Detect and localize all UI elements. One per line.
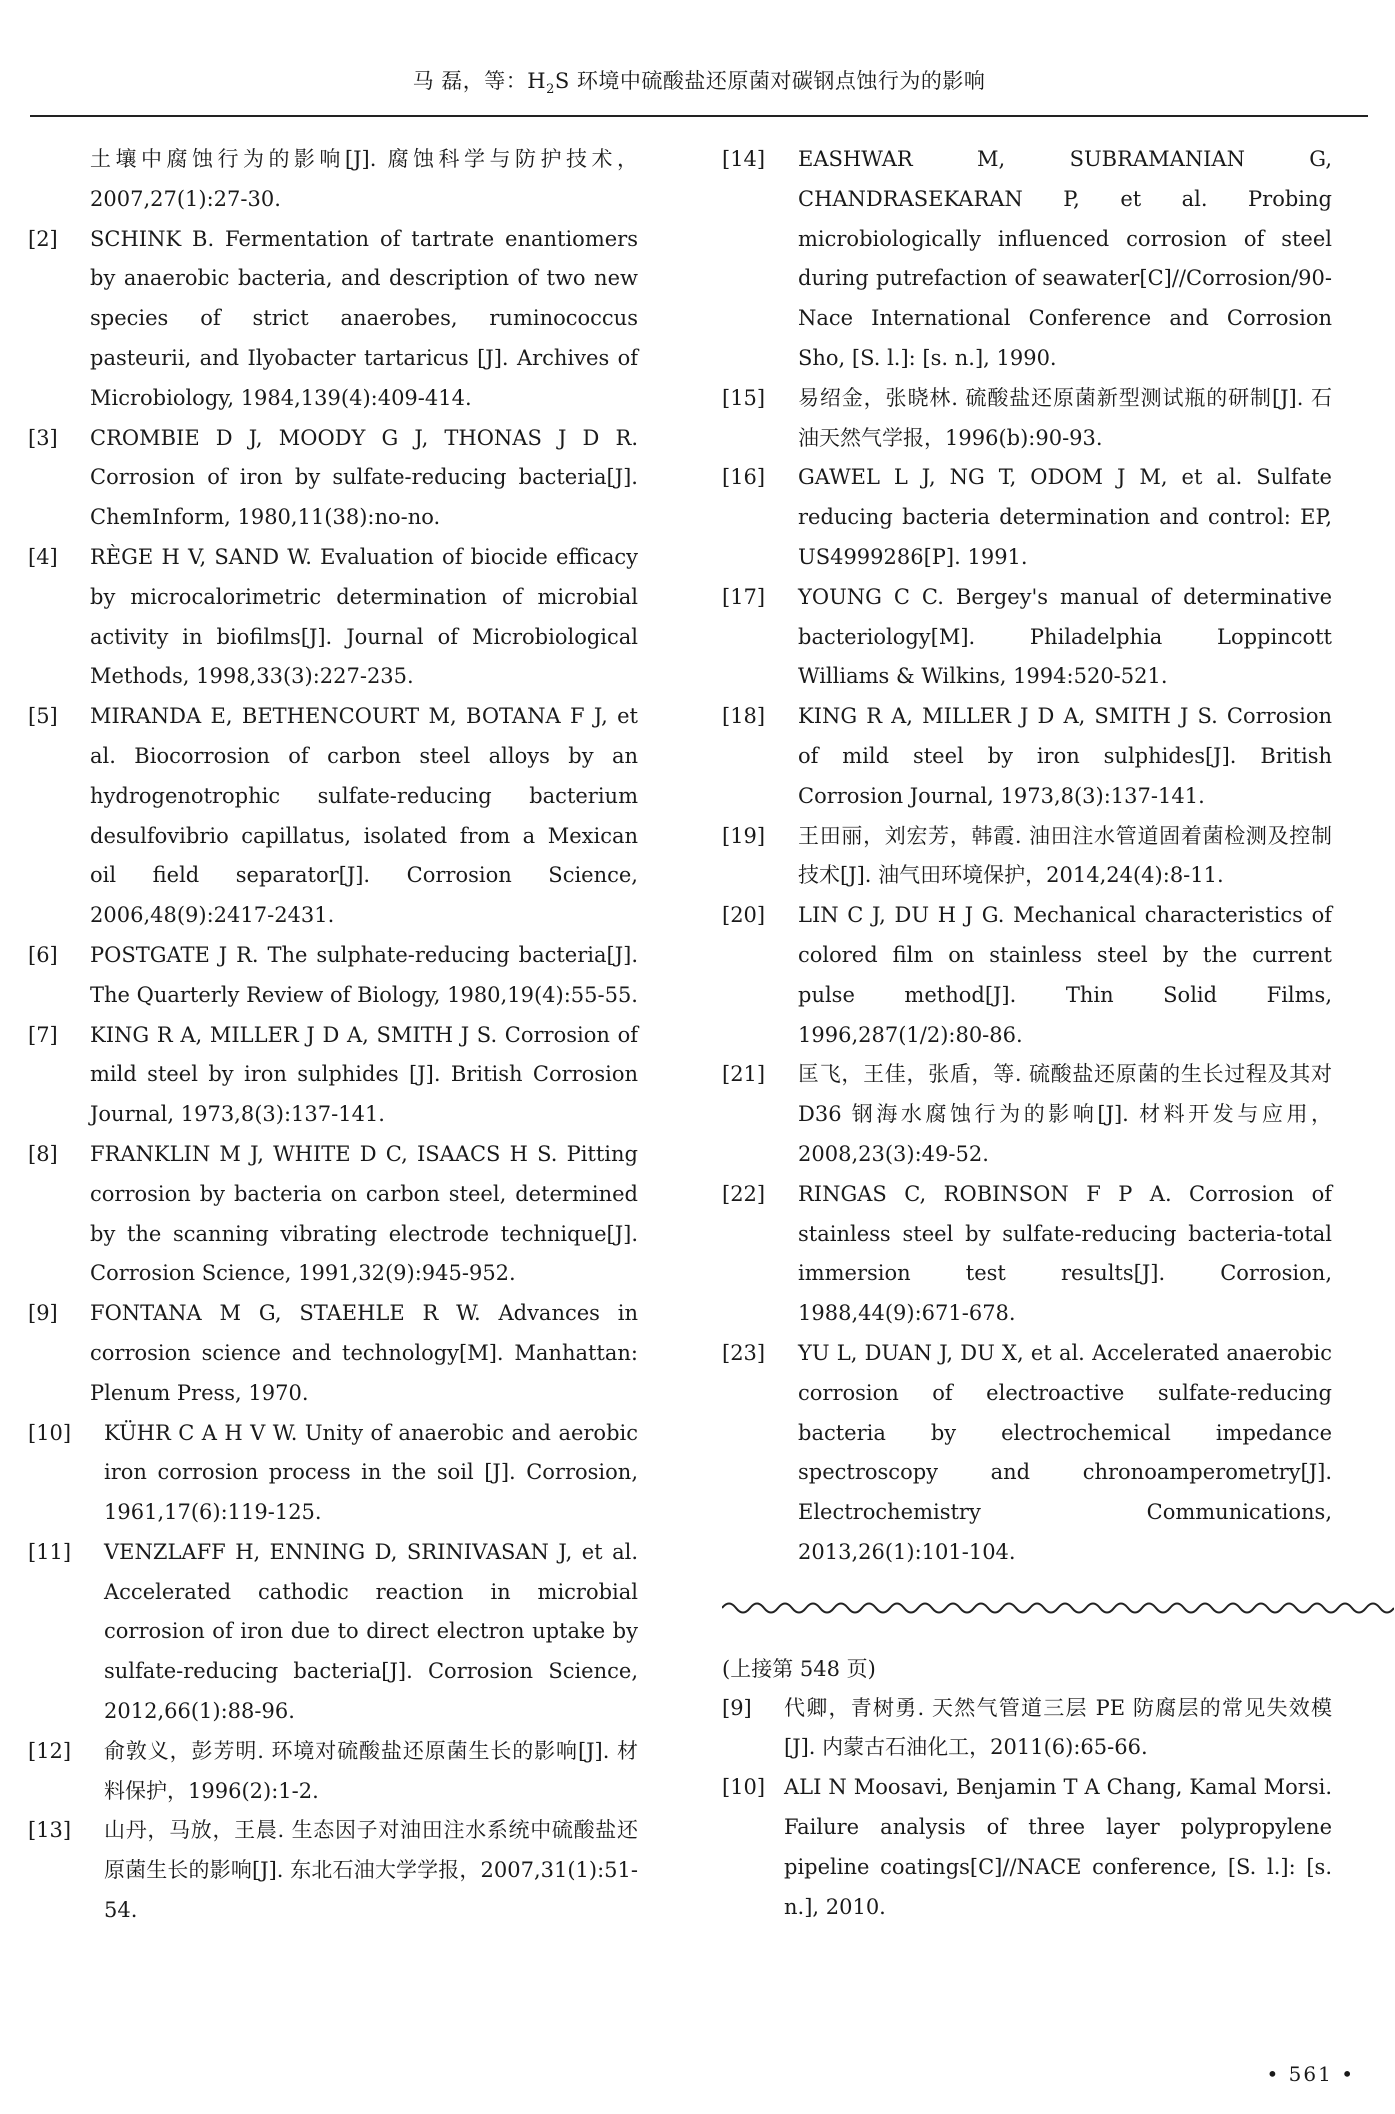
reference-item: [23] YU L, DUAN J, DU X, et al. Accelerated anaerobic corrosion of electroactive sulfate-reducing bacteria by electrochemical impedance spectroscopy and chronoamperometry[J]. Electrochemistry Communications, 2013,26(1):101-104. bbox=[722, 1340, 1332, 1564]
reference-item: [7] KING R A, MILLER J D A, SMITH J S. Corrosion of mild steel by iron sulphides [J]. British Corrosion Journal, 1973,8(3):137-141. bbox=[28, 1022, 638, 1127]
reference-item: [10] KÜHR C A H V W. Unity of anaerobic and aerobic iron corrosion process in the soil [J]. Corrosion, 1961,17(6):119-125. bbox=[28, 1420, 638, 1525]
reference-item: [6] POSTGATE J R. The sulphate-reducing bacteria[J]. The Quarterly Review of Biology, 1980,19(4):55-55. bbox=[28, 942, 638, 1007]
page-number: • 561 • bbox=[1266, 2062, 1355, 2086]
wavy-divider bbox=[722, 1597, 1394, 1619]
reference-item: [19] 王田丽，刘宏芳，韩霞. 油田注水管道固着菌检测及控制技术[J]. 油气田环境保护，2014,24(4):8-11. bbox=[722, 823, 1332, 888]
reference-item: [8] FRANKLIN M J, WHITE D C, ISAACS H S. Pitting corrosion by bacteria on carbon steel, determined by the scanning vibrating electrode technique[J]. Corrosion Science, 1991,32(9):945-952. bbox=[28, 1141, 638, 1286]
running-header: 马 磊，等：$H_2S$ 环境中硫酸盐还原菌对碳钢点蚀行为的影响 bbox=[30, 62, 1368, 117]
reference-item: [5] MIRANDA E, BETHENCOURT M, BOTANA F J, et al. Biocorrosion of carbon steel alloys by an hydrogenotrophic sulfate-reducing bacterium desulfovibrio capillatus, isolated from a Mexican oil field separator[J]. Corrosion Science, 2006,48(9):2417-2431. bbox=[28, 704, 638, 928]
right-column bbox=[722, 140, 1332, 1927]
reference-item: [10] ALI N Moosavi, Benjamin T A Chang, Kamal Morsi. Failure analysis of three layer polypropylene pipeline coatings[C]//NACE conference, [S. l.]: [s. n.], 2010. bbox=[722, 1775, 1332, 1919]
reference-item: [22] RINGAS C, ROBINSON F P A. Corrosion of stainless steel by sulfate-reducing bacteria-total immersion test results[J]. Corrosion, 1988,44(9):671-678. bbox=[722, 1181, 1332, 1326]
reference-list-left bbox=[28, 220, 638, 1931]
reference-item: [9] 代卿，青树勇. 天然气管道三层 PE 防腐层的常见失效模[J]. 内蒙古石油化工，2011(6):65-66. bbox=[722, 1695, 1332, 1760]
reference-item: [2] SCHINK B. Fermentation of tartrate enantiomers by anaerobic bacteria, and description of two new species of strict anaerobes, ruminococcus pasteurii, and Ilyobacter tartaricus [J]. Archives of Microbiology, 1984,139(4):409-414. bbox=[28, 226, 638, 410]
reference-item: [14] EASHWAR M, SUBRAMANIAN G, CHANDRASEKARAN P, et al. Probing microbiologically influenced corrosion of steel during putrefaction of seawater[C]//Corrosion/90-Nace International Conference and Corrosion Sho, [S. l.]: [s. n.], 1990. bbox=[722, 147, 1332, 370]
reference-item: [16] GAWEL L J, NG T, ODOM J M, et al. Sulfate reducing bacteria determination and control: EP, US4999286[P]. 1991. bbox=[722, 465, 1332, 569]
reference-list-right bbox=[722, 140, 1332, 1573]
reference-item: [9] FONTANA M G, STAEHLE R W. Advances in corrosion science and technology[M]. Manhattan: Plenum Press, 1970. bbox=[28, 1301, 638, 1405]
reference-item: [17] YOUNG C C. Bergey's manual of determinative bacteriology[M]. Philadelphia Loppincott Williams & Wilkins, 1994:520-521. bbox=[722, 584, 1332, 689]
reference-item: [18] KING R A, MILLER J D A, SMITH J S. Corrosion of mild steel by iron sulphides[J]. British Corrosion Journal, 1973,8(3):137-141. bbox=[722, 704, 1332, 808]
continued-reference-list bbox=[722, 1689, 1332, 1928]
reference-item: [13] 山丹，马放，王晨. 生态因子对油田注水系统中硫酸盐还原菌生长的影响[J]. 东北石油大学学报，2007,31(1):51-54. bbox=[28, 1818, 638, 1923]
reference-item: [12] 俞敦义，彭芳明. 环境对硫酸盐还原菌生长的影响[J]. 材料保护，1996(2):1-2. bbox=[28, 1738, 638, 1803]
reference-item: [11] VENZLAFF H, ENNING D, SRINIVASAN J, et al. Accelerated cathodic reaction in microbial corrosion of iron due to direct electron uptake by sulfate-reducing bacteria[J]. Corrosion Science, 2012,66(1):88-96. bbox=[28, 1539, 638, 1724]
reference-item: [4] RÈGE H V, SAND W. Evaluation of biocide efficacy by microcalorimetric determination of microbial activity in biofilms[J]. Journal of Microbiological Methods, 1998,33(3):227-235. bbox=[28, 544, 638, 689]
left-column bbox=[28, 140, 638, 1931]
continued-from-note: (上接第 548 页) bbox=[722, 1656, 876, 1681]
reference-continuation: 土壤中腐蚀行为的影响[J]. 腐蚀科学与防护技术，2007,27(1):27-30. bbox=[90, 147, 638, 211]
reference-item: [15] 易绍金，张晓林. 硫酸盐还原菌新型测试瓶的研制[J]. 石油天然气学报，1996(b):90-93. bbox=[722, 385, 1332, 450]
reference-item: [20] LIN C J, DU H J G. Mechanical characteristics of colored film on stainless steel by the current pulse method[J]. Thin Solid Films, 1996,287(1/2):80-86. bbox=[722, 903, 1332, 1047]
reference-item: [3] CROMBIE D J, MOODY G J, THONAS J D R. Corrosion of iron by sulfate-reducing bacteria[J]. ChemInform, 1980,11(38):no-no. bbox=[28, 425, 638, 530]
reference-item: [21] 匡飞，王佳，张盾，等. 硫酸盐还原菌的生长过程及其对 D36 钢海水腐蚀行为的影响[J]. 材料开发与应用，2008,23(3):49-52. bbox=[722, 1062, 1332, 1166]
